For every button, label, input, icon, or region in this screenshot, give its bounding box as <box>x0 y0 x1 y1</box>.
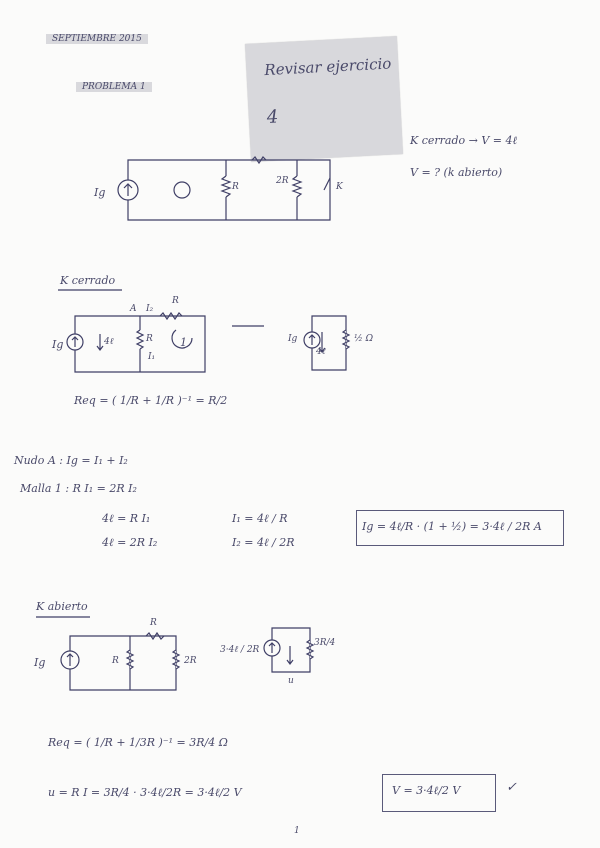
problem-label: PROBLEMA 1 <box>76 82 152 92</box>
sticky-note-line2: 4 <box>266 106 279 128</box>
circuit1-r1-label: R <box>232 182 239 192</box>
eq2: 4ℓ = 2R I₂ <box>102 536 158 549</box>
statement-line1: K cerrado → V = 4ℓ <box>410 134 518 147</box>
closed-v-label: 4ℓ <box>104 337 114 347</box>
open-req-label: 3R/4 <box>314 638 336 648</box>
circuit-3 <box>304 316 349 370</box>
circuit1-r2-label: 2R <box>276 176 289 186</box>
open-r-left-label: R <box>112 656 119 666</box>
ig-result: Ig = 4ℓ/R · (1 + ½) = 3·4ℓ / 2R A <box>362 520 542 533</box>
loop-label: 1 <box>180 336 187 349</box>
i2-equation: I₂ = 4ℓ / 2R <box>232 536 295 549</box>
nodo-equation: Nudo A : Ig = I₁ + I₂ <box>14 454 128 467</box>
node-a-label: A <box>130 304 137 314</box>
r-left-label: R <box>146 334 153 344</box>
final-result: V = 3·4ℓ/2 V <box>392 784 461 797</box>
i1-label: I₁ <box>148 352 156 362</box>
circuit1-source-label: Ig <box>94 186 106 199</box>
open-r-right-label: 2R <box>184 656 197 666</box>
eq1: 4ℓ = R I₁ <box>102 512 151 525</box>
circuit-5 <box>264 628 313 672</box>
check-mark-icon: ✓ <box>506 780 517 795</box>
sticky-note-line1: Revisar ejercicio <box>263 54 392 80</box>
open-r-top-label: R <box>150 618 157 628</box>
closed-ig2-label: Ig <box>288 334 298 344</box>
circuit-4 <box>61 633 179 690</box>
section-closed-title: K cerrado <box>60 274 116 287</box>
closed-v2-label: 4ℓ <box>316 347 326 357</box>
page-number: 1 <box>294 826 300 836</box>
req-closed-equation: Req = ( 1/R + 1/R )⁻¹ = R/2 <box>74 394 228 407</box>
malla-equation: Malla 1 : R I₁ = 2R I₂ <box>20 482 137 495</box>
statement-line2: V = ? (k abierto) <box>410 166 503 179</box>
closed-req-small: ½ Ω <box>354 334 374 344</box>
open-u-label: u <box>288 676 294 686</box>
header-date: SEPTIEMBRE 2015 <box>46 34 148 44</box>
section-open-title: K abierto <box>36 600 88 613</box>
closed-ig-label: Ig <box>52 338 64 351</box>
req-open-equation: Req = ( 1/R + 1/3R )⁻¹ = 3R/4 Ω <box>48 736 228 749</box>
circuit1-switch-label: K <box>336 182 343 192</box>
i2-label: I₂ <box>146 304 154 314</box>
circuit-1 <box>118 157 330 220</box>
r-top-label: R <box>172 296 179 306</box>
open-current-label: 3·4ℓ / 2R <box>220 645 260 655</box>
open-ig-label: Ig <box>34 656 46 669</box>
i1-equation: I₁ = 4ℓ / R <box>232 512 288 525</box>
u-equation: u = R I = 3R/4 · 3·4ℓ/2R = 3·4ℓ/2 V <box>48 786 242 799</box>
